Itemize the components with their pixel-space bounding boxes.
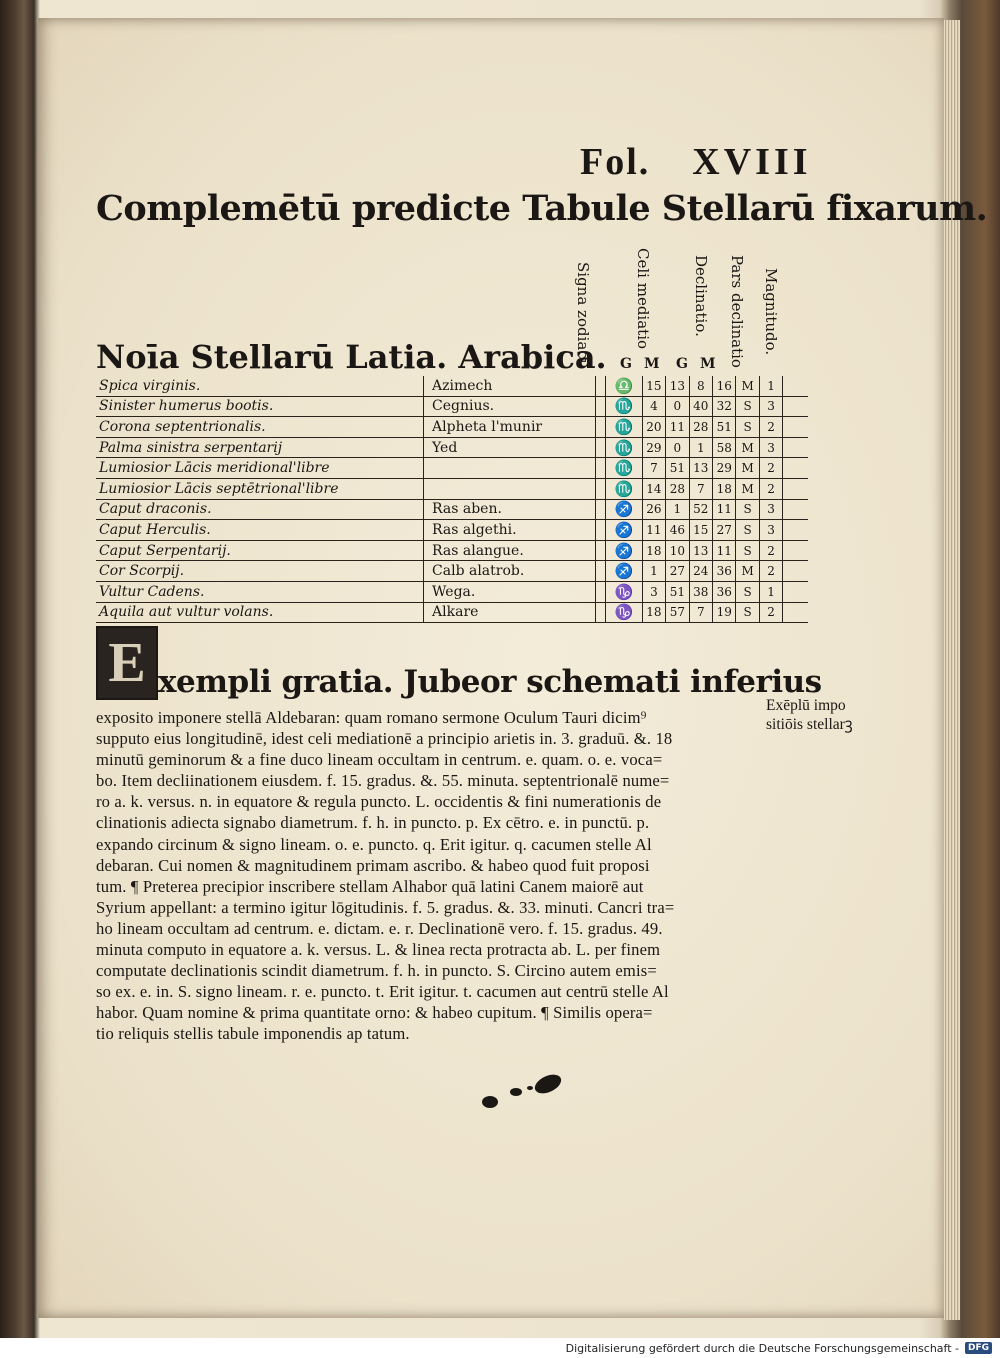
declinatio-degrees-head: G (676, 356, 688, 372)
celi-degrees: 18 (642, 540, 665, 561)
text-line: exposito imponere stellā Aldebaran: quam romano sermone Oculum Tauri dicim⁹ (96, 708, 647, 727)
celi-degrees-head: G (620, 356, 632, 372)
folio-number: XVIII (692, 141, 812, 183)
magnitude: 2 (759, 458, 782, 479)
table-row (96, 417, 808, 438)
star-latin-name: Aquila aut vultur volans. (96, 602, 424, 623)
spacer-cell (595, 602, 605, 623)
declination-degrees: 8 (689, 376, 712, 396)
text-line: Syrium appellant: a termino igitur lōgitudinis. f. 5. gradus. &. 33. minuti. Cancri tra= (96, 897, 675, 917)
ink-blot (478, 1072, 568, 1112)
zodiac-sign: ♏ (605, 478, 642, 499)
tail-cell (783, 499, 808, 520)
celi-minutes: 10 (666, 540, 689, 561)
star-latin-name: Lumiosior Lācis septētrional'libre (96, 478, 424, 499)
declination-part: M (736, 561, 759, 582)
declination-part: M (736, 437, 759, 458)
declination-part: S (736, 581, 759, 602)
zodiac-sign: ♐ (605, 540, 642, 561)
declinatio-column-head: Declinatio. (692, 255, 710, 337)
folio-header (580, 140, 812, 184)
spacer-cell (595, 417, 605, 438)
declination-part: M (736, 478, 759, 499)
spacer-cell (595, 376, 605, 396)
declination-minutes: 16 (713, 376, 736, 396)
magnitude: 2 (759, 417, 782, 438)
star-arabic-name: Ras algethi. (424, 520, 596, 541)
margin-note-line: Exēplū impo (766, 697, 846, 714)
declination-part: M (736, 376, 759, 396)
table-row (96, 458, 808, 479)
declination-degrees: 7 (689, 478, 712, 499)
magnitude: 2 (759, 540, 782, 561)
declination-minutes: 27 (713, 520, 736, 541)
declination-part: S (736, 417, 759, 438)
celi-degrees: 3 (642, 581, 665, 602)
zodiac-sign: ♐ (605, 561, 642, 582)
folio-label: Fol. (580, 141, 651, 183)
declination-minutes: 19 (713, 602, 736, 623)
magnitude: 3 (759, 499, 782, 520)
magnitude: 3 (759, 396, 782, 417)
signa-column-head: Signa zodiaci (574, 262, 592, 364)
tail-cell (783, 376, 808, 396)
star-latin-name: Vultur Cadens. (96, 581, 424, 602)
celi-degrees: 7 (642, 458, 665, 479)
declination-degrees: 38 (689, 581, 712, 602)
table-row (96, 561, 808, 582)
declination-degrees: 15 (689, 520, 712, 541)
celi-degrees: 14 (642, 478, 665, 499)
text-line: expando circinum & signo lineam. o. e. puncto. q. Erit igitur. q. cacumen stelle Al (96, 834, 652, 854)
footer-bar (0, 1338, 1000, 1358)
magnitude: 1 (759, 581, 782, 602)
celi-degrees: 11 (642, 520, 665, 541)
tail-cell (783, 478, 808, 499)
pars-column-head: Pars declinatio (728, 255, 746, 368)
declination-part: S (736, 520, 759, 541)
declination-part: M (736, 458, 759, 479)
celi-minutes: 0 (666, 396, 689, 417)
celi-degrees: 4 (642, 396, 665, 417)
table-row (96, 437, 808, 458)
celi-minutes: 11 (666, 417, 689, 438)
zodiac-sign: ♑ (605, 581, 642, 602)
spacer-cell (595, 437, 605, 458)
declination-part: S (736, 540, 759, 561)
celi-degrees: 1 (642, 561, 665, 582)
declination-degrees: 28 (689, 417, 712, 438)
tail-cell (783, 602, 808, 623)
decorated-initial (96, 626, 158, 700)
text-line: ho lineam occultam ad centrum. e. dictam. e. r. Declinationē vero. f. 15. gradus. 49. (96, 918, 663, 938)
star-arabic-name (424, 458, 596, 479)
declinatio-minutes-head: M (700, 356, 716, 372)
text-line: tum. ¶ Preterea precipior inscribere stellam Alhabor quā latini Canem maiorē aut (96, 876, 644, 896)
star-latin-name: Caput draconis. (96, 499, 424, 520)
zodiac-sign: ♎ (605, 376, 642, 396)
zodiac-sign: ♐ (605, 520, 642, 541)
celi-minutes: 1 (666, 499, 689, 520)
magnitude: 1 (759, 376, 782, 396)
footer-text: Digitalisierung gefördert durch die Deutsche Forschungsgemeinschaft - (565, 1341, 959, 1355)
text-line: minutū geminorum & a fine duco lineam occultam in centrum. e. quam. o. e. voca= (96, 750, 663, 770)
celi-degrees: 18 (642, 602, 665, 623)
table-row (96, 540, 808, 561)
magnitude: 2 (759, 602, 782, 623)
declination-degrees: 1 (689, 437, 712, 458)
celi-minutes: 27 (666, 561, 689, 582)
declination-minutes: 29 (713, 458, 736, 479)
tail-cell (783, 540, 808, 561)
star-arabic-name: Ras alangue. (424, 540, 596, 561)
declination-minutes: 58 (713, 437, 736, 458)
spacer-cell (595, 540, 605, 561)
spacer-cell (595, 520, 605, 541)
spacer-cell (595, 396, 605, 417)
star-arabic-name: Alkare (424, 602, 596, 623)
initial-letter: E (108, 632, 146, 694)
declination-degrees: 13 (689, 540, 712, 561)
text-line: bo. Item decliinationem eiusdem. f. 15. gradus. &. 55. minuta. septentrionalē nume= (96, 771, 670, 791)
declination-minutes: 36 (713, 561, 736, 582)
declination-minutes: 18 (713, 478, 736, 499)
declination-degrees: 40 (689, 396, 712, 417)
table-row (96, 602, 808, 623)
page-title: Complemētū predicte Tabule Stellarū fixarum. (96, 188, 988, 229)
celi-minutes: 51 (666, 458, 689, 479)
zodiac-sign: ♏ (605, 458, 642, 479)
magnitude: 2 (759, 561, 782, 582)
tail-cell (783, 396, 808, 417)
text-line: minuta computo in equatore a. k. versus. L. & linea recta protracta ab. L. per finem (96, 940, 661, 960)
tail-cell (783, 437, 808, 458)
star-arabic-name: Yed (424, 437, 596, 458)
declination-minutes: 51 (713, 417, 736, 438)
celi-degrees: 15 (642, 376, 665, 396)
dfg-logo-icon: DFG (965, 1342, 992, 1354)
declination-degrees: 13 (689, 458, 712, 479)
zodiac-sign: ♏ (605, 396, 642, 417)
declination-part: S (736, 499, 759, 520)
star-latin-name: Palma sinistra serpentarij (96, 437, 424, 458)
star-latin-name: Cor Scorpij. (96, 561, 424, 582)
tail-cell (783, 520, 808, 541)
margin-note (766, 696, 853, 734)
table-row (96, 478, 808, 499)
text-line: so ex. e. in. S. signo lineam. r. e. puncto. t. Erit igitur. t. cacumen aut centrū stelle Al (96, 982, 669, 1002)
star-latin-name: Caput Herculis. (96, 520, 424, 541)
celi-degrees: 20 (642, 417, 665, 438)
star-arabic-name: Wega. (424, 581, 596, 602)
example-body (96, 707, 748, 1045)
star-latin-name: Spica virginis. (96, 376, 424, 396)
celi-minutes: 0 (666, 437, 689, 458)
celi-minutes: 46 (666, 520, 689, 541)
magnitude: 3 (759, 437, 782, 458)
declination-minutes: 32 (713, 396, 736, 417)
star-arabic-name: Cegnius. (424, 396, 596, 417)
zodiac-sign: ♏ (605, 437, 642, 458)
tail-cell (783, 458, 808, 479)
star-arabic-name: Calb alatrob. (424, 561, 596, 582)
text-line: supputo eius longitudinē, idest celi mediationē a principio arietis in. 3. graduū. &. 18 (96, 729, 673, 749)
table-row (96, 396, 808, 417)
declination-minutes: 11 (713, 499, 736, 520)
spacer-cell (595, 561, 605, 582)
declination-part: S (736, 602, 759, 623)
magnitude: 3 (759, 520, 782, 541)
celi-minutes: 51 (666, 581, 689, 602)
declination-degrees: 52 (689, 499, 712, 520)
table-row (96, 376, 808, 396)
declination-part: S (736, 396, 759, 417)
text-line: ro a. k. versus. n. in equatore & regula puncto. L. occidentis & fini numerationis de (96, 792, 662, 812)
tail-cell (783, 581, 808, 602)
spacer-cell (595, 581, 605, 602)
text-line: debaran. Cui nomen & magnitudinem primam ascribo. & habeo quod fuit proposi (96, 855, 650, 875)
celi-minutes: 13 (666, 376, 689, 396)
tail-cell (783, 561, 808, 582)
magnitudo-column-head: Magnitudo. (762, 268, 780, 356)
star-arabic-name (424, 478, 596, 499)
zodiac-sign: ♐ (605, 499, 642, 520)
table-row (96, 581, 808, 602)
declination-minutes: 36 (713, 581, 736, 602)
text-line: computate declinationis scindit diametrum. f. h. in puncto. S. Circino autem emis= (96, 961, 657, 981)
tail-cell (783, 417, 808, 438)
star-table (96, 376, 808, 623)
declination-minutes: 11 (713, 540, 736, 561)
spacer-cell (595, 478, 605, 499)
star-arabic-name: Azimech (424, 376, 596, 396)
zodiac-sign: ♏ (605, 417, 642, 438)
table-row (96, 499, 808, 520)
table-row (96, 520, 808, 541)
star-arabic-name: Alpheta l'munir (424, 417, 596, 438)
text-line: tio reliquis stellis tabule imponendis ap tatum. (96, 1024, 410, 1044)
names-column-head: Noīa Stellarū Latia. Arabica. (96, 338, 607, 376)
star-arabic-name: Ras aben. (424, 499, 596, 520)
example-heading: xempli gratia. Jubeor schemati inferius (158, 664, 822, 700)
celi-column-head: Celi mediatio (634, 248, 652, 350)
spacer-cell (595, 499, 605, 520)
celi-minutes: 28 (666, 478, 689, 499)
declination-degrees: 7 (689, 602, 712, 623)
star-latin-name: Caput Serpentarij. (96, 540, 424, 561)
celi-minutes-head: M (644, 356, 660, 372)
spacer-cell (595, 458, 605, 479)
celi-degrees: 26 (642, 499, 665, 520)
magnitude: 2 (759, 478, 782, 499)
star-latin-name: Lumiosior Lācis meridional'libre (96, 458, 424, 479)
zodiac-sign: ♑ (605, 602, 642, 623)
star-latin-name: Corona septentrionalis. (96, 417, 424, 438)
celi-degrees: 29 (642, 437, 665, 458)
star-latin-name: Sinister humerus bootis. (96, 396, 424, 417)
text-line: clinationis adiecta signabo diametrum. f. h. in puncto. p. Ex cētro. e. in punctū. p. (96, 813, 650, 833)
margin-note-line: sitiōis stellarꝫ (766, 716, 853, 733)
declination-degrees: 24 (689, 561, 712, 582)
celi-minutes: 57 (666, 602, 689, 623)
text-line: habor. Quam nomine & prima quantitate orno: & habeo cupitum. ¶ Similis opera= (96, 1003, 653, 1023)
